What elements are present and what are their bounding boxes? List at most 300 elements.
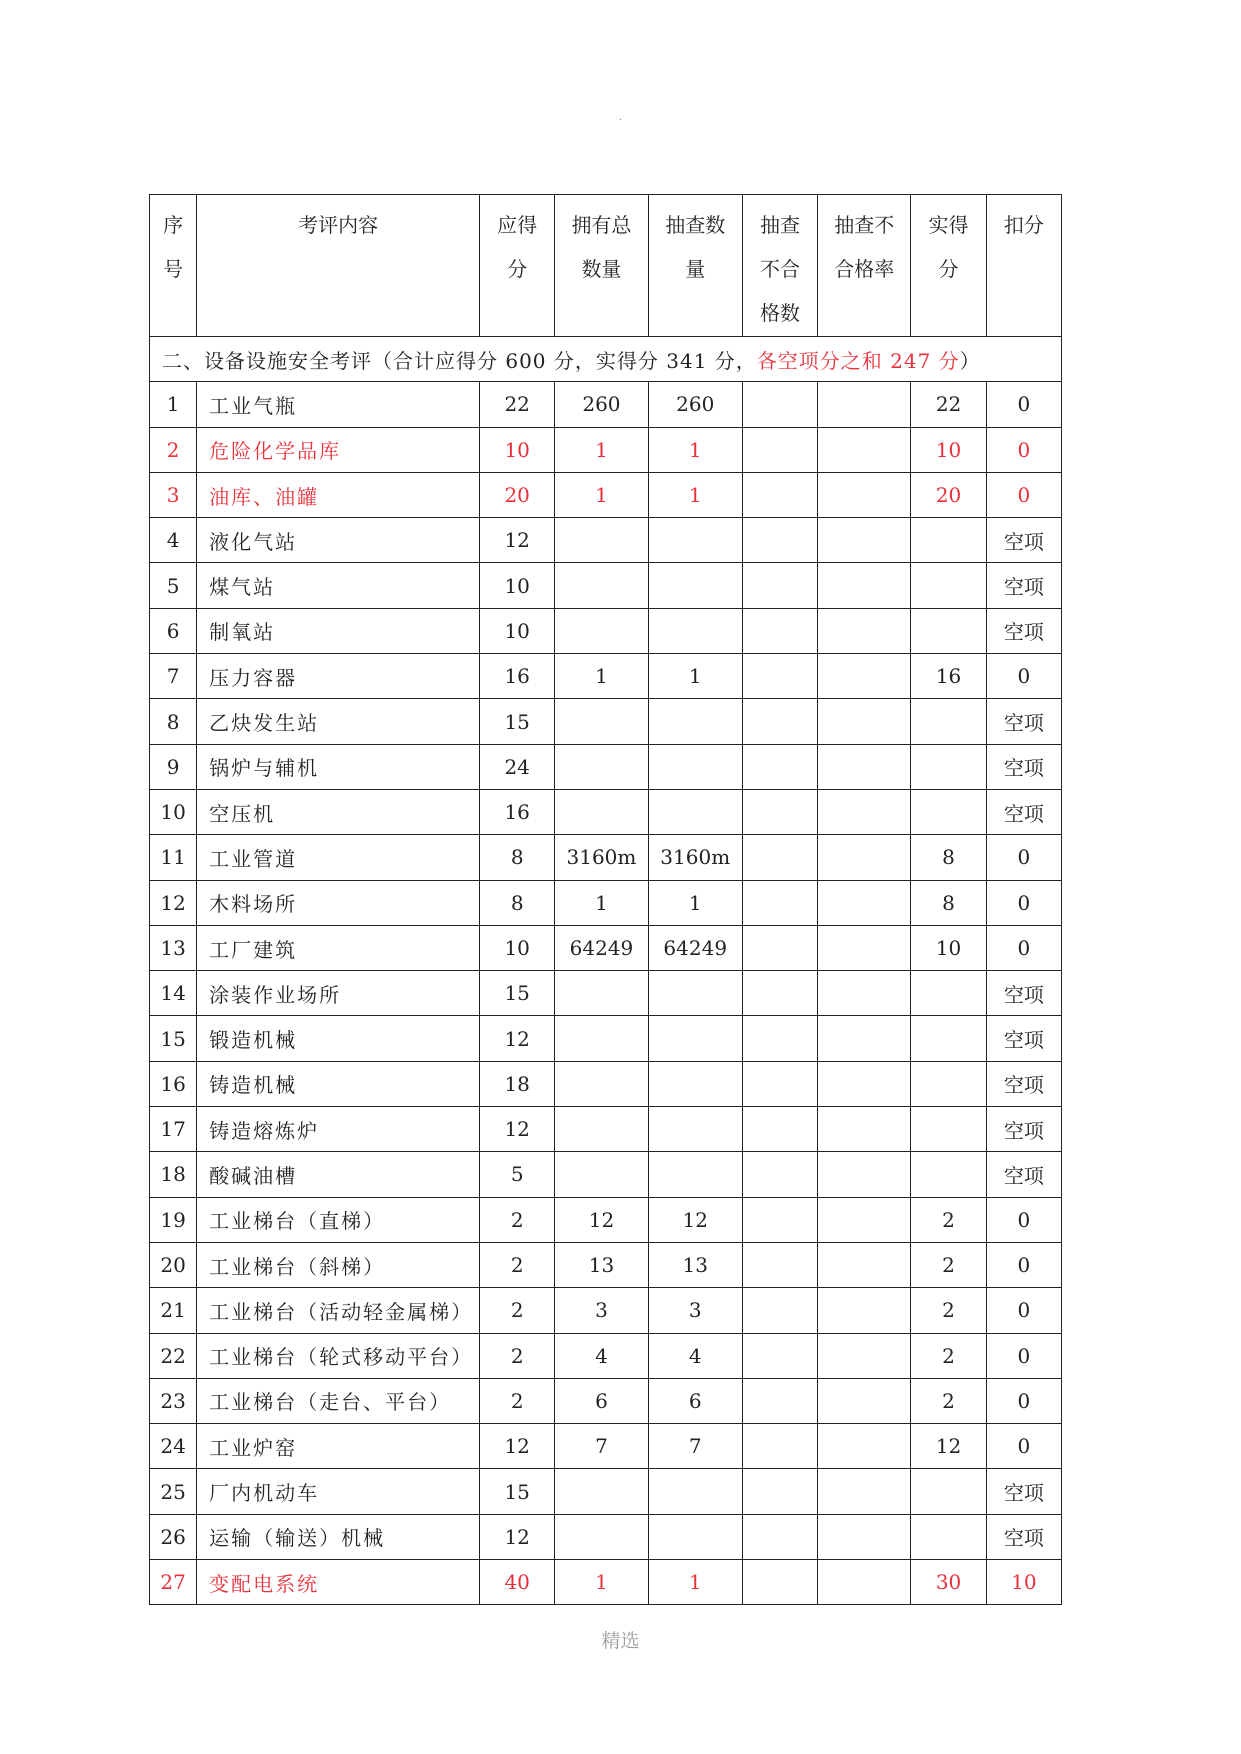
cell-total-quantity — [555, 1514, 648, 1559]
header-actual-score-line: 实得 — [928, 213, 969, 237]
cell-total-quantity — [555, 1469, 648, 1514]
cell-no: 18 — [150, 1152, 197, 1197]
cell-sampled-quantity: 3 — [648, 1288, 742, 1333]
cell-fail-count — [742, 699, 817, 744]
cell-deduction: 0 — [986, 1242, 1061, 1287]
cell-item: 空压机 — [197, 789, 480, 834]
cell-item: 压力容器 — [197, 654, 480, 699]
cell-fail-count — [742, 1152, 817, 1197]
cell-should-score: 18 — [480, 1061, 555, 1106]
cell-total-quantity: 4 — [555, 1333, 648, 1378]
cell-no: 7 — [150, 654, 197, 699]
table-row — [150, 1378, 1062, 1423]
cell-deduction: 0 — [986, 1197, 1061, 1242]
cell-sampled-quantity: 12 — [648, 1197, 742, 1242]
cell-should-score: 15 — [480, 699, 555, 744]
cell-sampled-quantity — [648, 518, 742, 563]
cell-should-score: 16 — [480, 654, 555, 699]
cell-fail-count — [742, 518, 817, 563]
cell-fail-rate — [818, 382, 911, 427]
table-row — [150, 880, 1062, 925]
cell-actual-score — [911, 1061, 986, 1106]
cell-actual-score — [911, 518, 986, 563]
table-row — [150, 1197, 1062, 1242]
cell-fail-rate — [818, 1514, 911, 1559]
cell-no: 12 — [150, 880, 197, 925]
cell-no: 4 — [150, 518, 197, 563]
table-row — [150, 1333, 1062, 1378]
cell-fail-count — [742, 1424, 817, 1469]
cell-actual-score — [911, 563, 986, 608]
table-row — [150, 472, 1062, 517]
header-total-quantity — [555, 195, 648, 337]
cell-sampled-quantity — [648, 608, 742, 653]
header-total-quantity-line: 拥有总 — [571, 213, 632, 237]
cell-actual-score: 8 — [911, 835, 986, 880]
section-row — [150, 337, 1062, 382]
cell-no: 24 — [150, 1424, 197, 1469]
cell-deduction: 空项 — [986, 699, 1061, 744]
cell-fail-count — [742, 563, 817, 608]
cell-deduction: 0 — [986, 1378, 1061, 1423]
cell-item: 变配电系统 — [197, 1560, 480, 1605]
table-row — [150, 1469, 1062, 1514]
cell-no: 9 — [150, 744, 197, 789]
cell-actual-score — [911, 1152, 986, 1197]
cell-deduction: 0 — [986, 654, 1061, 699]
header-actual-score-line: 分 — [938, 257, 959, 281]
cell-actual-score: 10 — [911, 925, 986, 970]
cell-no: 16 — [150, 1061, 197, 1106]
cell-deduction: 空项 — [986, 1152, 1061, 1197]
cell-fail-rate — [818, 1242, 911, 1287]
table-row — [150, 654, 1062, 699]
cell-actual-score: 2 — [911, 1242, 986, 1287]
header-deduction-line: 扣分 — [1003, 213, 1044, 237]
cell-should-score: 2 — [480, 1288, 555, 1333]
cell-deduction: 0 — [986, 1424, 1061, 1469]
cell-fail-count — [742, 427, 817, 472]
table-row — [150, 1288, 1062, 1333]
cell-fail-count — [742, 1061, 817, 1106]
cell-fail-rate — [818, 563, 911, 608]
cell-total-quantity: 12 — [555, 1197, 648, 1242]
cell-no: 14 — [150, 971, 197, 1016]
cell-fail-count — [742, 1560, 817, 1605]
header-fail-count — [742, 195, 817, 337]
cell-no: 27 — [150, 1560, 197, 1605]
cell-deduction: 空项 — [986, 971, 1061, 1016]
header-should-score — [480, 195, 555, 337]
cell-item: 铸造熔炼炉 — [197, 1107, 480, 1152]
cell-total-quantity — [555, 608, 648, 653]
cell-sampled-quantity — [648, 1514, 742, 1559]
cell-should-score: 16 — [480, 789, 555, 834]
cell-total-quantity: 260 — [555, 382, 648, 427]
cell-should-score: 10 — [480, 608, 555, 653]
cell-should-score: 20 — [480, 472, 555, 517]
header-sampled-quantity — [648, 195, 742, 337]
evaluation-table — [149, 194, 1062, 1605]
cell-no: 6 — [150, 608, 197, 653]
cell-total-quantity: 13 — [555, 1242, 648, 1287]
cell-total-quantity — [555, 1016, 648, 1061]
cell-deduction: 0 — [986, 472, 1061, 517]
table-row — [150, 699, 1062, 744]
cell-no: 17 — [150, 1107, 197, 1152]
cell-sampled-quantity: 4 — [648, 1333, 742, 1378]
cell-fail-count — [742, 1288, 817, 1333]
cell-fail-count — [742, 1378, 817, 1423]
cell-no: 25 — [150, 1469, 197, 1514]
header-fail-count-line: 抽查 — [760, 213, 800, 237]
cell-no: 23 — [150, 1378, 197, 1423]
cell-should-score: 24 — [480, 744, 555, 789]
cell-should-score: 22 — [480, 382, 555, 427]
cell-fail-count — [742, 654, 817, 699]
cell-no: 21 — [150, 1288, 197, 1333]
cell-fail-count — [742, 1469, 817, 1514]
cell-fail-rate — [818, 518, 911, 563]
cell-total-quantity: 3 — [555, 1288, 648, 1333]
cell-fail-rate — [818, 1107, 911, 1152]
cell-fail-rate — [818, 1016, 911, 1061]
cell-fail-rate — [818, 427, 911, 472]
cell-item: 工业炉窑 — [197, 1424, 480, 1469]
cell-item: 工业梯台（轮式移动平台） — [197, 1333, 480, 1378]
cell-should-score: 2 — [480, 1378, 555, 1423]
cell-item: 工厂建筑 — [197, 925, 480, 970]
section-title-black: 二、设备设施安全考评（合计应得分 600 分，实得分 341 分， — [162, 348, 757, 373]
cell-no: 22 — [150, 1333, 197, 1378]
cell-actual-score: 2 — [911, 1378, 986, 1423]
cell-actual-score: 2 — [911, 1288, 986, 1333]
cell-deduction: 空项 — [986, 608, 1061, 653]
table-row — [150, 608, 1062, 653]
header-total-quantity-line: 数量 — [581, 257, 622, 281]
cell-sampled-quantity — [648, 744, 742, 789]
cell-total-quantity: 1 — [555, 1560, 648, 1605]
cell-total-quantity: 64249 — [555, 925, 648, 970]
cell-deduction: 0 — [986, 1333, 1061, 1378]
cell-actual-score: 8 — [911, 880, 986, 925]
cell-sampled-quantity: 13 — [648, 1242, 742, 1287]
cell-item: 锅炉与辅机 — [197, 744, 480, 789]
header-fail-rate-line: 抽查不 — [834, 213, 895, 237]
table-row — [150, 382, 1062, 427]
cell-deduction: 空项 — [986, 744, 1061, 789]
table-row — [150, 1560, 1062, 1605]
cell-fail-rate — [818, 1061, 911, 1106]
cell-actual-score — [911, 608, 986, 653]
cell-item: 制氧站 — [197, 608, 480, 653]
cell-sampled-quantity: 1 — [648, 427, 742, 472]
cell-fail-count — [742, 1514, 817, 1559]
cell-fail-rate — [818, 472, 911, 517]
cell-deduction: 空项 — [986, 1061, 1061, 1106]
header-sampled-quantity-line: 量 — [685, 257, 706, 281]
section-title — [150, 337, 1062, 382]
table-row — [150, 925, 1062, 970]
cell-deduction: 10 — [986, 1560, 1061, 1605]
cell-actual-score — [911, 1514, 986, 1559]
cell-fail-count — [742, 1197, 817, 1242]
cell-actual-score — [911, 1016, 986, 1061]
cell-fail-count — [742, 1333, 817, 1378]
cell-actual-score — [911, 744, 986, 789]
cell-fail-rate — [818, 1197, 911, 1242]
cell-fail-rate — [818, 971, 911, 1016]
cell-item: 工业梯台（走台、平台） — [197, 1378, 480, 1423]
cell-fail-rate — [818, 1424, 911, 1469]
cell-actual-score — [911, 1469, 986, 1514]
cell-total-quantity — [555, 699, 648, 744]
cell-deduction: 空项 — [986, 1469, 1061, 1514]
cell-deduction: 0 — [986, 1288, 1061, 1333]
header-sampled-quantity-line: 抽查数 — [665, 213, 726, 237]
header-should-score-line: 应得 — [497, 213, 538, 237]
cell-should-score: 12 — [480, 518, 555, 563]
cell-fail-count — [742, 789, 817, 834]
cell-no: 20 — [150, 1242, 197, 1287]
cell-actual-score — [911, 971, 986, 1016]
cell-actual-score: 20 — [911, 472, 986, 517]
cell-total-quantity — [555, 563, 648, 608]
header-deduction — [986, 195, 1061, 337]
cell-item: 铸造机械 — [197, 1061, 480, 1106]
cell-should-score: 10 — [480, 925, 555, 970]
table-row — [150, 744, 1062, 789]
cell-item: 工业梯台（活动轻金属梯） — [197, 1288, 480, 1333]
cell-sampled-quantity — [648, 1107, 742, 1152]
cell-no: 15 — [150, 1016, 197, 1061]
cell-item: 工业气瓶 — [197, 382, 480, 427]
cell-fail-rate — [818, 1560, 911, 1605]
cell-fail-count — [742, 971, 817, 1016]
cell-item: 厂内机动车 — [197, 1469, 480, 1514]
header-content — [197, 195, 480, 337]
cell-should-score: 12 — [480, 1107, 555, 1152]
cell-sampled-quantity: 1 — [648, 472, 742, 517]
cell-total-quantity — [555, 518, 648, 563]
cell-should-score: 10 — [480, 563, 555, 608]
cell-deduction: 空项 — [986, 563, 1061, 608]
cell-fail-rate — [818, 1378, 911, 1423]
cell-item: 煤气站 — [197, 563, 480, 608]
header-fail-count-line: 格数 — [760, 301, 800, 325]
cell-item: 工业梯台（斜梯） — [197, 1242, 480, 1287]
cell-total-quantity — [555, 789, 648, 834]
cell-actual-score — [911, 699, 986, 744]
cell-total-quantity: 3160m — [555, 835, 648, 880]
cell-sampled-quantity — [648, 1152, 742, 1197]
table-row — [150, 1016, 1062, 1061]
cell-no: 10 — [150, 789, 197, 834]
table-row — [150, 427, 1062, 472]
cell-item: 运输（输送）机械 — [197, 1514, 480, 1559]
header-fail-rate-line: 合格率 — [834, 257, 895, 281]
cell-item: 涂装作业场所 — [197, 971, 480, 1016]
cell-sampled-quantity — [648, 1016, 742, 1061]
cell-actual-score: 2 — [911, 1197, 986, 1242]
cell-fail-count — [742, 1107, 817, 1152]
cell-no: 5 — [150, 563, 197, 608]
cell-deduction: 空项 — [986, 1107, 1061, 1152]
cell-total-quantity: 7 — [555, 1424, 648, 1469]
cell-sampled-quantity — [648, 789, 742, 834]
cell-total-quantity — [555, 1152, 648, 1197]
cell-fail-count — [742, 1242, 817, 1287]
cell-should-score: 2 — [480, 1333, 555, 1378]
cell-sampled-quantity: 260 — [648, 382, 742, 427]
cell-item: 工业梯台（直梯） — [197, 1197, 480, 1242]
cell-should-score: 2 — [480, 1242, 555, 1287]
cell-fail-rate — [818, 654, 911, 699]
cell-fail-rate — [818, 1469, 911, 1514]
cell-fail-rate — [818, 880, 911, 925]
table-row — [150, 1424, 1062, 1469]
cell-deduction: 0 — [986, 427, 1061, 472]
cell-total-quantity: 1 — [555, 880, 648, 925]
cell-item: 木料场所 — [197, 880, 480, 925]
cell-no: 2 — [150, 427, 197, 472]
cell-item: 工业管道 — [197, 835, 480, 880]
cell-should-score: 12 — [480, 1016, 555, 1061]
cell-fail-rate — [818, 1152, 911, 1197]
cell-sampled-quantity: 64249 — [648, 925, 742, 970]
cell-fail-rate — [818, 925, 911, 970]
cell-sampled-quantity: 7 — [648, 1424, 742, 1469]
table-row — [150, 563, 1062, 608]
cell-sampled-quantity — [648, 699, 742, 744]
cell-no: 3 — [150, 472, 197, 517]
cell-fail-count — [742, 835, 817, 880]
cell-sampled-quantity: 6 — [648, 1378, 742, 1423]
header-no-line: 号 — [163, 257, 184, 281]
cell-sampled-quantity: 1 — [648, 1560, 742, 1605]
cell-should-score: 40 — [480, 1560, 555, 1605]
header-actual-score — [911, 195, 986, 337]
cell-actual-score: 30 — [911, 1560, 986, 1605]
cell-no: 26 — [150, 1514, 197, 1559]
cell-fail-count — [742, 608, 817, 653]
cell-sampled-quantity: 1 — [648, 880, 742, 925]
page-top-mark: . — [618, 112, 623, 123]
cell-total-quantity — [555, 1107, 648, 1152]
cell-item: 乙炔发生站 — [197, 699, 480, 744]
cell-fail-rate — [818, 1333, 911, 1378]
cell-deduction: 空项 — [986, 1514, 1061, 1559]
header-row — [150, 195, 1062, 337]
cell-should-score: 12 — [480, 1424, 555, 1469]
cell-fail-count — [742, 925, 817, 970]
cell-item: 危险化学品库 — [197, 427, 480, 472]
table-body — [150, 337, 1062, 1605]
table-row — [150, 518, 1062, 563]
cell-fail-rate — [818, 699, 911, 744]
cell-sampled-quantity — [648, 563, 742, 608]
cell-actual-score: 2 — [911, 1333, 986, 1378]
cell-should-score: 8 — [480, 880, 555, 925]
header-no-line: 序 — [163, 213, 184, 237]
cell-fail-count — [742, 1016, 817, 1061]
cell-sampled-quantity: 1 — [648, 654, 742, 699]
cell-actual-score: 16 — [911, 654, 986, 699]
cell-deduction: 0 — [986, 382, 1061, 427]
cell-item: 液化气站 — [197, 518, 480, 563]
table-row — [150, 1107, 1062, 1152]
cell-fail-count — [742, 880, 817, 925]
table-row — [150, 835, 1062, 880]
cell-actual-score: 10 — [911, 427, 986, 472]
cell-deduction: 空项 — [986, 518, 1061, 563]
cell-deduction: 0 — [986, 835, 1061, 880]
cell-deduction: 0 — [986, 880, 1061, 925]
header-fail-count-line: 不合 — [760, 257, 800, 281]
cell-item: 酸碱油槽 — [197, 1152, 480, 1197]
cell-should-score: 10 — [480, 427, 555, 472]
cell-sampled-quantity: 3160m — [648, 835, 742, 880]
table-row — [150, 1061, 1062, 1106]
cell-total-quantity — [555, 1061, 648, 1106]
table-row — [150, 1514, 1062, 1559]
cell-deduction: 0 — [986, 925, 1061, 970]
cell-item: 锻造机械 — [197, 1016, 480, 1061]
header-content-line: 考评内容 — [298, 213, 379, 237]
cell-no: 19 — [150, 1197, 197, 1242]
cell-fail-rate — [818, 789, 911, 834]
cell-total-quantity: 1 — [555, 654, 648, 699]
cell-should-score: 8 — [480, 835, 555, 880]
section-title-red: 各空项分之和 247 分 — [756, 348, 960, 373]
table-row — [150, 971, 1062, 1016]
cell-no: 13 — [150, 925, 197, 970]
cell-no: 1 — [150, 382, 197, 427]
cell-fail-rate — [818, 744, 911, 789]
cell-actual-score — [911, 789, 986, 834]
cell-sampled-quantity — [648, 971, 742, 1016]
cell-total-quantity: 1 — [555, 427, 648, 472]
cell-should-score: 5 — [480, 1152, 555, 1197]
page-footer: 精选 — [601, 1630, 640, 1652]
cell-should-score: 2 — [480, 1197, 555, 1242]
cell-sampled-quantity — [648, 1061, 742, 1106]
header-should-score-line: 分 — [507, 257, 528, 281]
table-row — [150, 789, 1062, 834]
cell-should-score: 15 — [480, 1469, 555, 1514]
cell-deduction: 空项 — [986, 1016, 1061, 1061]
cell-no: 11 — [150, 835, 197, 880]
cell-total-quantity: 1 — [555, 472, 648, 517]
cell-fail-count — [742, 472, 817, 517]
table-row — [150, 1242, 1062, 1287]
header-fail-rate — [818, 195, 911, 337]
cell-no: 8 — [150, 699, 197, 744]
cell-item: 油库、油罐 — [197, 472, 480, 517]
header-no — [150, 195, 197, 337]
cell-total-quantity: 6 — [555, 1378, 648, 1423]
table-row — [150, 1152, 1062, 1197]
cell-fail-count — [742, 744, 817, 789]
cell-fail-count — [742, 382, 817, 427]
cell-should-score: 15 — [480, 971, 555, 1016]
cell-should-score: 12 — [480, 1514, 555, 1559]
cell-fail-rate — [818, 835, 911, 880]
cell-deduction: 空项 — [986, 789, 1061, 834]
cell-actual-score — [911, 1107, 986, 1152]
cell-sampled-quantity — [648, 1469, 742, 1514]
section-title-end: ） — [959, 348, 981, 373]
